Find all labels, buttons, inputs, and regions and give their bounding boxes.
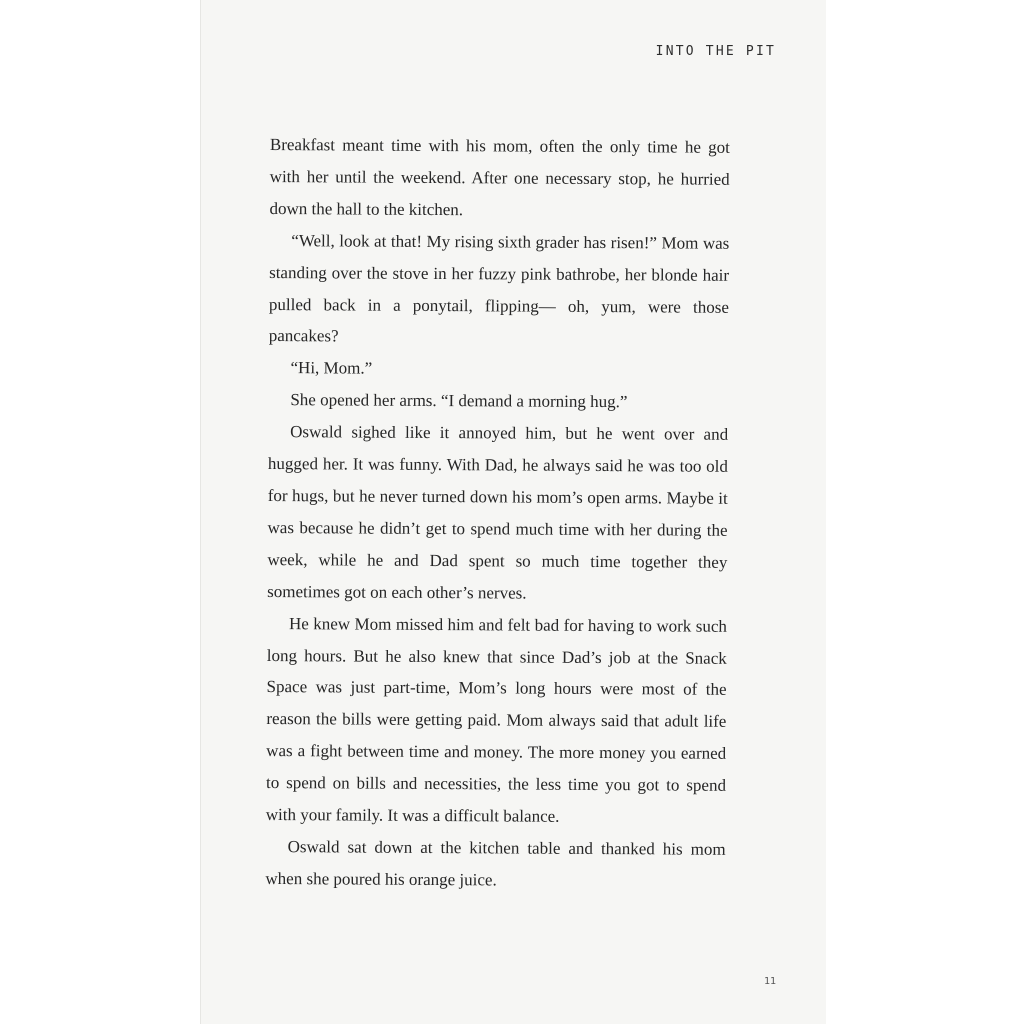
paragraph: Oswald sat down at the kitchen table and thanked his mom when she poured his orange juice. [265,837,726,890]
body-text [265,129,730,898]
paragraph: “Well, look at that! My rising sixth grader has risen!” Mom was standing over the stove in her fuzzy pink bathrobe, her blonde hair pulled back in a ponytail, flipping— oh, yum, were those pancakes? [268,230,730,346]
paragraph: He knew Mom missed him and felt bad for having to work such long hours. But he also knew that since Dad’s job at the Snack Space was just part-time, Mom’s long hours were most of the reason the bills were getting paid. Mom always said that adult life was a fight between time and money. The more money you earned to spend on bills and necessities, the less time you got to spend with your family. It was a difficult balance. [265,613,728,826]
running-head: INTO THE PIT [655,44,776,59]
book-page [200,0,826,1024]
paragraph: Breakfast meant time with his mom, often the only time he got with her until the weekend. After one necessary stop, he hurried down the hall to the kitchen. [269,134,730,219]
paragraph: She opened her arms. “I demand a morning hug.” [290,390,628,412]
paragraph: “Hi, Mom.” [290,358,373,378]
paragraph: Oswald sighed like it annoyed him, but he went over and hugged her. It was funny. With Dad, he always said he was too old for hugs, but he never turned down his mom’s open arms. Maybe it was because he didn’t get to spend much time with her during the week, while he and Dad spent so much time together they sometimes got on each other’s nerves. [267,422,729,603]
page-number: 11 [763,976,776,987]
